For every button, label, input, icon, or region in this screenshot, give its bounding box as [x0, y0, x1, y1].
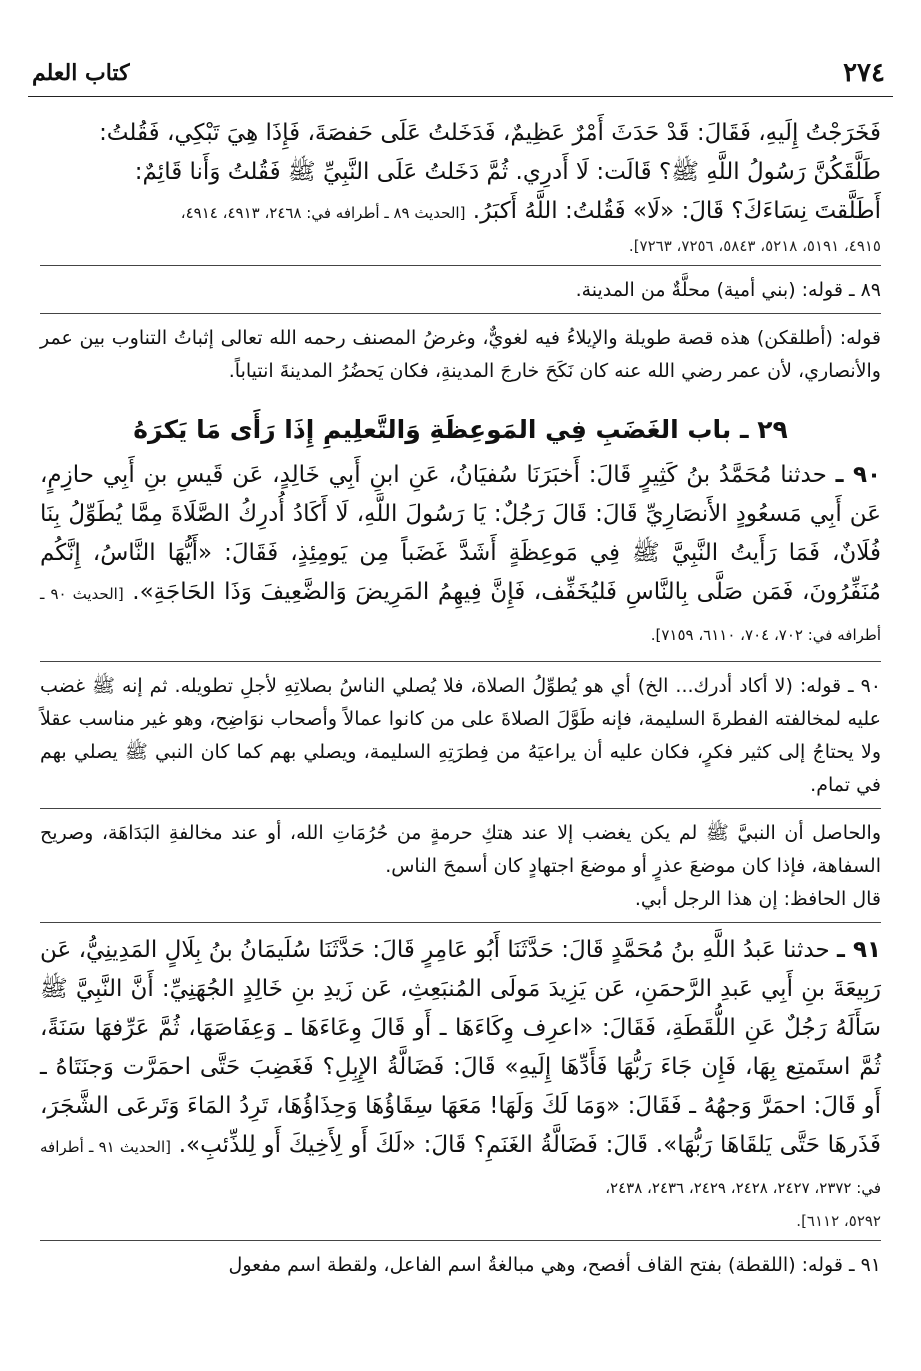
hadith-90-number: ٩٠ ـ	[835, 462, 882, 488]
section-divider	[40, 808, 881, 809]
section-divider	[40, 661, 881, 662]
commentary-90-hafiz-note: قال الحافظ: إن هذا الرجل أبي.	[634, 888, 881, 910]
hadith-89-reference-start: [الحديث ٨٩ ـ أطرافه في: ٢٤٦٨، ٤٩١٣، ٤٩١٤،	[180, 204, 466, 222]
hadith-91-number: ٩١ ـ	[837, 937, 882, 963]
section-divider	[40, 265, 881, 266]
hadith-89-line-3	[40, 192, 881, 233]
section-divider	[40, 313, 881, 314]
hadith-91-text: حدثنا عَبدُ اللَّهِ بنُ مُحَمَّدٍ قَالَ: حَدَّثَنَا أَبُو عَامِرٍ قَالَ: حَدَّثَنَا سُلَيمَانُ بنُ بِلَالٍ المَدِينِيُّ، عَن رَبِيعَةَ بنِ أَبِي عَبدِ الرَّحمَنِ، عَن يَزِيدَ مَولَى المُنبَعِثِ، عَن زَيدِ بنِ خَالِدٍ الجُهَنِيِّ: أَنَّ النَّبِيَّ ﷺ سَأَلَهُ رَجُلٌ عَنِ اللُّقَطَةِ، فَقَالَ: «اعرِف وِكَاءَهَا ـ أَو قَالَ وِعَاءَهَا ـ وَعِفَاصَهَا، ثُمَّ عَرِّفهَا سَنَةً، ثُمَّ استَمتِع بِهَا، فَإِن جَاءَ رَبُّهَا فَأَدِّهَا إِلَيهِ» قَالَ: فَضَالَّةُ الإِبِلِ؟ فَغَضِبَ حَتَّى احمَرَّت وَجنَتَاهُ ـ أَو قَالَ: احمَرَّ وَجهُهُ ـ فَقَالَ: «وَمَا لَكَ وَلَهَا! مَعَهَا سِقَاؤُهَا وَحِذَاؤُهَا، تَرِدُ المَاءَ وَتَرعَى الشَّجَرَ، فَذَرهَا حَتَّى يَلقَاهَا رَبُّهَا». قَالَ: فَضَالَّةُ الغَنَمِ؟ قَالَ: «لَكَ أَو لِأَخِيكَ أَو لِلذِّئبِ».	[40, 937, 881, 1158]
section-divider	[40, 1240, 881, 1241]
running-header	[28, 52, 893, 97]
chapter-heading: ٢٩ ـ باب الغَضَبِ فِي المَوعِظَةِ وَالتَّعلِيمِ إِذَا رَأَى مَا يَكرَهُ	[133, 415, 788, 444]
hadith-89-closing-text: أَطَلَّقتَ نِسَاءَكَ؟ قَالَ: «لَا» فَقُلتُ: اللَّهُ أَكبَرُ.	[472, 198, 881, 224]
book-title: كتاب العلم	[32, 60, 130, 86]
commentary-90-summary: والحاصل أن النبيَّ ﷺ لم يكن يغضب إلا عند هتكِ حرمةٍ من حُرُمَاتِ الله، أو عند مخالفةِ البَدَاهَة، وصريح السفاهة، فإذا كان موضعَ عذرٍ أو موضعَ اجتهادٍ كان أسمحَ الناس.	[40, 822, 881, 877]
hadith-91	[40, 931, 881, 1208]
hadith-91-reference-start: [الحديث ٩١ ـ أطرافه في: ٢٣٧٢، ٢٤٢٧، ٢٤٢٨، ٢٤٢٩، ٢٤٣٦، ٢٤٣٨،	[40, 1138, 881, 1197]
hadith-89-reference-end: ٤٩١٥، ٥١٩١، ٥٢١٨، ٥٨٤٣، ٧٢٥٦، ٧٢٦٣].	[628, 237, 881, 255]
hadith-90	[40, 456, 881, 655]
hadith-90-text: حدثنا مُحَمَّدُ بنُ كَثِيرٍ قَالَ: أَخبَرَنَا سُفيَانُ، عَنِ ابنِ أَبِي خَالِدٍ، عَن قَيسِ بنِ أَبِي حازِمٍ، عَن أَبِي مَسعُودٍ الأَنصَارِيِّ قَالَ: قَالَ رَجُلٌ: يَا رَسُولَ اللَّهِ، لَا أَكَادُ أُدرِكُ الصَّلَاةَ مِمَّا يُطَوِّلُ بِنَا فُلَانٌ، فَمَا رَأَيتُ النَّبِيَّ ﷺ فِي مَوعِظَةٍ أَشَدَّ غَضَباً مِن يَومِئِذٍ، فَقَالَ: «أَيُّهَا النَّاسُ، إِنَّكُم مُنَفِّرُونَ، فَمَن صَلَّى بِالنَّاسِ فَليُخَفِّف، فَإِنَّ فِيهِمُ المَرِيضَ وَالضَّعِيفَ وَذَا الحَاجَةِ».	[40, 462, 881, 605]
section-divider	[40, 922, 881, 923]
hadith-89-line-2: طَلَّقَكُنَّ رَسُولُ اللَّهِ ﷺ؟ قَالَت: لَا أَدرِي. ثُمَّ دَخَلتُ عَلَى النَّبِيِّ ﷺ فَقُلتُ وَأَنا قَائِمٌ:	[134, 159, 881, 185]
hadith-90-reference: [الحديث ٩٠ ـ أطرافه في: ٧٠٢، ٧٠٤، ٦١١٠، ٧١٥٩].	[40, 585, 881, 644]
commentary-90-main: ٩٠ ـ قوله: (لا أكاد أدرك... الخ) أي هو يُطوِّلُ الصلاة، فلا يُصلي الناسُ بصلاتِهِ لأجلِ تطويله. ثم إنه ﷺ غضب عليه لمخالفته الفطرةَ السليمة، فإنه طَوَّلَ الصلاةَ على من كانوا عمالاً وأصحاب نوَاضِح، وهو غير مناسب عقلاً ولا يحتاجُ إلى كثير فكرٍ، فكان عليه أن يراعيَهُ من فِطرَتِهِ السليمة، ويصلي بهم كما كان النبي ﷺ يصلي بهم في تمام.	[40, 675, 881, 796]
commentary-89-note: ٨٩ ـ قوله: (بني أمية) محلَّةٌ من المدينة.	[575, 279, 881, 301]
hadith-89-line-1: فَخَرَجْتُ إِلَيهِ، فَقَالَ: قَدْ حَدَثَ أَمْرٌ عَظِيمٌ، فَدَخَلتُ عَلَى حَفصَةَ، فَإِذَا هِيَ تَبْكِي، فَقُلتُ:	[99, 120, 881, 146]
commentary-91: ٩١ ـ قوله: (اللقطة) بفتح القاف أفصح، وهي مبالغةُ اسم الفاعل، ولقطة اسم مفعول	[228, 1254, 881, 1276]
page-body	[40, 110, 881, 1282]
commentary-89-explanation: قوله: (أطلقكن) هذه قصة طويلة والإيلاءُ فيه لغويٌّ، وغرضُ المصنف رحمه الله تعالى إثباتُ التناوب بين عمر والأنصاري، لأن عمر رضي الله عنه كان نَكَحَ خارجَ المدينةِ، فكان يَحضُرُ المدينةَ انتياباً.	[40, 327, 881, 382]
hadith-91-reference-end: ٥٢٩٢، ٦١١٢].	[796, 1212, 881, 1230]
page-number: ٢٧٤	[843, 58, 885, 88]
